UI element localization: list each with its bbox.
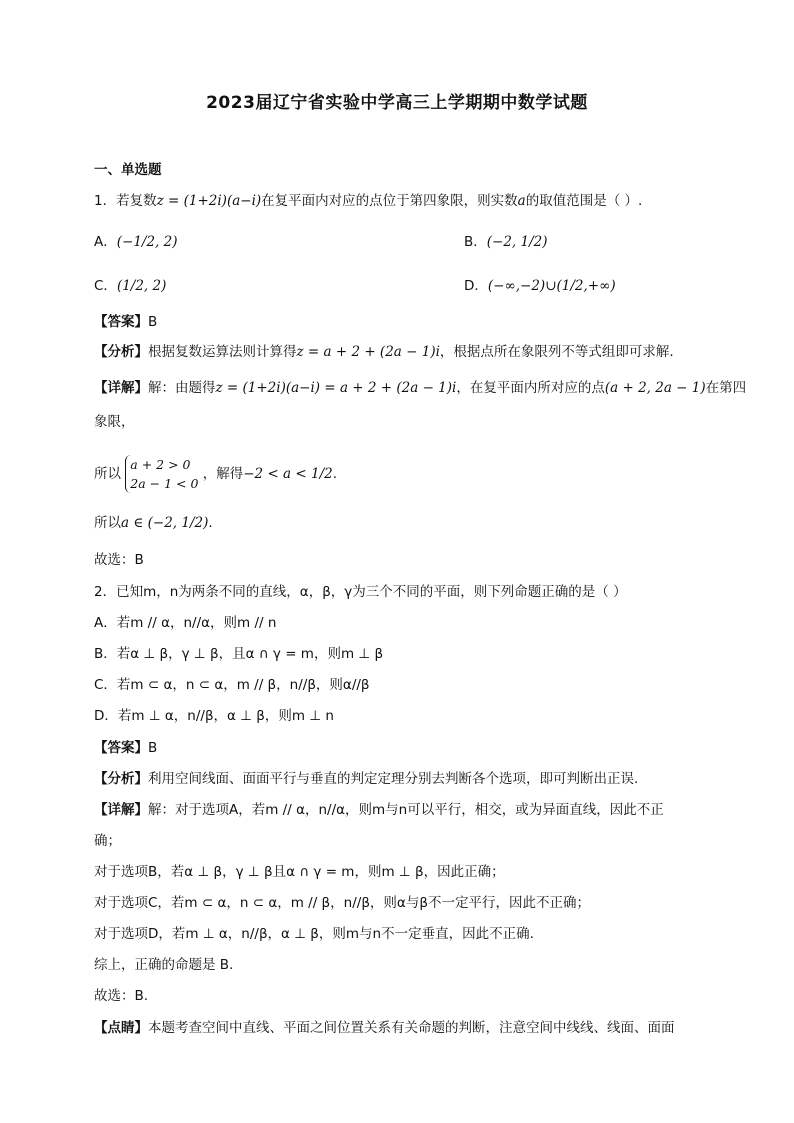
q1-stem (94, 191, 642, 211)
q2-detail-text-1: 解：对于选项A，若m // α，n//α，则m与n可以平行，相交，或为异面直线，因此不正 (148, 802, 664, 818)
q2-option-b: B．若α ⊥ β，γ ⊥ β，且α ∩ γ = m，则m ⊥ β (94, 646, 384, 662)
document-title: 2023届辽宁省实验中学高三上学期期中数学试题 (206, 93, 588, 113)
q2-answer-value: B (148, 740, 158, 756)
q1-system-mid: ，解得 (202, 466, 244, 482)
q1-option-d-label: D． (464, 278, 488, 294)
q2-option-a: A．若m // α，n//α，则m // n (94, 615, 277, 631)
q1-detail-text-1: 解：由题得 (148, 380, 216, 396)
q1-system-row-1: a + 2 > 0 (130, 457, 191, 472)
q1-detail-tag: 【详解】 (94, 380, 148, 396)
q1-range-prefix: 所以 (94, 515, 121, 531)
q2-comment (94, 1018, 675, 1038)
q1-range-end: . (208, 515, 213, 531)
q2-summary: 综上，正确的命题是 B. (94, 957, 234, 973)
q1-option-d-value: (−∞,−2)∪(1/2,+∞) (487, 278, 616, 294)
q1-detail-text-2: ，在复平面内所对应的点 (456, 380, 605, 396)
q1-option-b-value: (−2, 1/2) (486, 234, 548, 250)
q1-stem-mid: 在复平面内对应的点位于第四象限，则实数 (261, 193, 518, 209)
q1-answer-value: B (148, 314, 158, 330)
q2-option-d: D．若m ⊥ α，n//β，α ⊥ β，则m ⊥ n (94, 708, 334, 724)
q1-system-line (94, 455, 337, 493)
q1-option-d (464, 276, 616, 296)
q1-inequality-system (125, 455, 198, 493)
q2-detail-line-3: 对于选项B，若α ⊥ β，γ ⊥ β且α ∩ γ = m，则m ⊥ β，因此正确； (94, 864, 505, 880)
q1-detail-line-2: 象限， (94, 414, 135, 430)
q1-option-row-1 (94, 232, 548, 252)
q1-option-b (464, 232, 548, 252)
q2-stem: 2．已知m，n为两条不同的直线，α，β，γ为三个不同的平面，则下列命题正确的是（ ） (94, 584, 627, 600)
q1-stem-prefix: 1．若复数 (94, 193, 157, 209)
q2-answer-tag: 【答案】 (94, 740, 148, 756)
q1-option-a-label: A． (94, 234, 117, 250)
q2-choose: 故选：B. (94, 988, 149, 1004)
q1-analysis-expr: z = a + 2 + (2a − 1)i (296, 344, 440, 360)
q1-option-row-2 (94, 276, 616, 296)
q1-analysis-text: 根据复数运算法则计算得 (148, 344, 297, 360)
q1-detail-expr-1: z = (1+2i)(a−i) = a + 2 + (2a − 1)i (215, 380, 457, 396)
q1-range-expr: a ∈ (−2, 1/2) (121, 515, 209, 531)
q1-system-prefix: 所以 (94, 466, 121, 482)
q1-system-result: −2 < a < 1/2 (243, 466, 333, 482)
q1-detail-expr-2: (a + 2, 2a − 1) (604, 380, 706, 396)
q2-detail-tag: 【详解】 (94, 802, 148, 818)
q2-comment-tag: 【点睛】 (94, 1020, 148, 1036)
q1-choose: 故选：B (94, 552, 144, 568)
q1-analysis-tail: ，根据点所在象限列不等式组即可求解. (439, 344, 674, 360)
q2-option-c: C．若m ⊂ α，n ⊂ α，m // β，n//β，则α//β (94, 677, 370, 693)
q1-detail-line-1 (94, 378, 746, 398)
q1-system-row-2: 2a − 1 < 0 (130, 476, 199, 491)
q1-answer-tag: 【答案】 (94, 314, 148, 330)
q2-detail-line-4: 对于选项C，若m ⊂ α，n ⊂ α，m // β，n//β，则α与β不一定平行，因此不正确； (94, 895, 590, 911)
q1-stem-suffix: 的取值范围是（ ）. (525, 193, 643, 209)
q1-option-a-value: (−1/2, 2) (116, 234, 178, 250)
q2-analysis-text: 利用空间线面、面面平行与垂直的判定定理分别去判断各个选项，即可判断出正误. (148, 771, 639, 787)
q1-option-b-label: B． (464, 234, 487, 250)
q1-option-c-value: (1/2, 2) (116, 278, 167, 294)
q1-analysis-tag: 【分析】 (94, 344, 148, 360)
q2-detail-line-1 (94, 800, 664, 820)
q2-comment-text: 本题考查空间中直线、平面之间位置关系有关命题的判断，注意空间中线线、线面、面面 (148, 1020, 675, 1036)
q2-detail-line-2: 确； (94, 833, 121, 849)
q2-analysis (94, 769, 638, 789)
q1-answer (94, 312, 157, 332)
q1-analysis (94, 342, 674, 362)
q2-answer (94, 738, 157, 758)
q1-stem-expr: z = (1+2i)(a−i) (156, 193, 262, 209)
q1-detail-text-3: 在第四 (705, 380, 747, 396)
q1-system-end: . (332, 466, 338, 482)
section-heading: 一、单选题 (94, 162, 162, 178)
q1-stem-var: a (517, 193, 526, 209)
q2-detail-line-5: 对于选项D，若m ⊥ α，n//β，α ⊥ β，则m与n不一定垂直，因此不正确. (94, 926, 534, 942)
q1-range-line (94, 513, 213, 533)
q2-analysis-tag: 【分析】 (94, 771, 148, 787)
q1-option-c-label: C． (94, 278, 117, 294)
